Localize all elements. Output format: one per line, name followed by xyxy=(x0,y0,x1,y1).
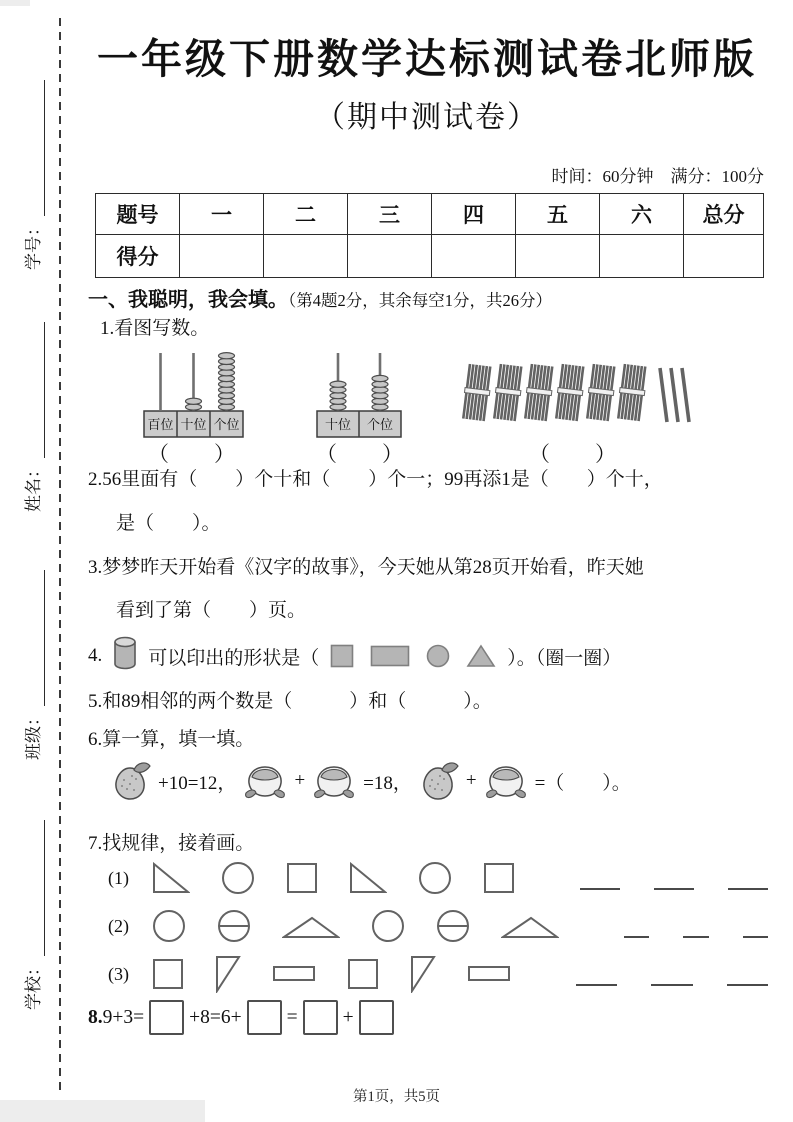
question-2-line-1: 2.56里面有（ ）个十和（ ）个一；99再添1是（ ）个十， xyxy=(88,469,663,490)
q6-equation-part: =18， xyxy=(363,772,412,794)
pattern-answer-blank xyxy=(728,887,768,890)
circle-shape xyxy=(152,909,186,943)
q6-equation-part: +10=12， xyxy=(158,772,237,794)
tri-right-shape xyxy=(349,862,387,894)
page-subtitle: （期中测试卷） xyxy=(315,101,539,134)
score-cell-empty xyxy=(264,235,348,278)
score-table-header-row xyxy=(96,194,764,235)
school-label: 学校： xyxy=(24,959,43,1010)
question-6-equation xyxy=(110,758,631,804)
question-7-pattern-rows xyxy=(108,858,768,1002)
abacus-tens-ones xyxy=(316,351,402,444)
score-cell-empty xyxy=(516,235,600,278)
score-cell-empty xyxy=(600,235,684,278)
header-cell: 总分 xyxy=(684,194,764,235)
q8-part: = xyxy=(286,1006,298,1028)
name-field xyxy=(21,322,45,512)
svg-text:个位: 个位 xyxy=(213,417,240,432)
square-shape xyxy=(347,958,379,990)
fold-dashed-line xyxy=(59,18,61,1090)
header-cell: 三 xyxy=(348,194,432,235)
score-table-score-row xyxy=(96,235,764,278)
question-5-text: 5.和89相邻的两个数是（ ）和（ ）。 xyxy=(88,691,492,712)
question-6-label: 6.算一算，填一填。 xyxy=(88,729,255,750)
page-number: 第1页，共5页 xyxy=(353,1089,440,1105)
q8-part: + xyxy=(342,1006,354,1028)
q6-equation-part: + xyxy=(465,770,477,791)
question-8-row xyxy=(88,1000,399,1035)
tri-wide-shape xyxy=(501,913,559,939)
q8-answer-box xyxy=(149,1000,184,1035)
q6-equation-part: + xyxy=(294,770,306,791)
student-id-blank-line xyxy=(26,80,45,216)
header-cell: 二 xyxy=(264,194,348,235)
pattern-row-2 xyxy=(108,906,768,946)
school-field xyxy=(21,820,45,1010)
circle-shape xyxy=(418,861,452,895)
pattern-row-number: (3) xyxy=(108,963,129,984)
header-cell: 四 xyxy=(432,194,516,235)
rectangle-shape-option xyxy=(370,645,410,667)
question-4-row xyxy=(88,636,621,676)
q1-answer-blank-1: （ ） xyxy=(148,442,236,466)
abacus-hundreds-tens-ones xyxy=(143,351,244,444)
question-4-suffix: ）。（圈一圈） xyxy=(507,647,622,669)
pattern-answer-blank xyxy=(651,983,692,986)
score-table xyxy=(95,193,764,278)
svg-text:百位: 百位 xyxy=(147,417,174,432)
section-one-note: （第4题2分，其余每空1分，共26分） xyxy=(288,291,552,310)
q8-part: 9+3= xyxy=(102,1006,145,1028)
svg-text:个位: 个位 xyxy=(366,417,394,432)
header-cell: 六 xyxy=(600,194,684,235)
peach-icon xyxy=(311,760,357,802)
score-cell-empty xyxy=(180,235,264,278)
circle-line-shape xyxy=(436,909,470,943)
pattern-row-number: (2) xyxy=(108,915,129,936)
q8-part: +8=6+ xyxy=(189,1006,242,1028)
question-8-number: 8. xyxy=(88,1006,103,1028)
pattern-row-1 xyxy=(108,858,768,898)
tri-top-shape xyxy=(215,955,241,993)
page-title: 一年级下册数学达标测试卷北师版 xyxy=(97,36,757,82)
name-blank-line xyxy=(26,322,45,458)
peach-icon xyxy=(242,760,288,802)
tri-top-shape xyxy=(410,955,436,993)
circle-line-shape xyxy=(217,909,251,943)
time-score-info: 时间：60分钟 满分：100分 xyxy=(551,167,764,186)
q8-answer-box xyxy=(359,1000,394,1035)
pattern-answer-blank xyxy=(580,887,620,890)
q8-answer-box xyxy=(303,1000,338,1035)
pattern-answer-blank xyxy=(727,983,768,986)
score-cell-empty xyxy=(684,235,764,278)
pattern-answer-blank xyxy=(683,935,708,938)
class-field xyxy=(21,570,45,760)
section-one-title: 一、我聪明，我会填。 xyxy=(88,289,288,311)
svg-text:十位: 十位 xyxy=(324,417,352,432)
header-cell: 五 xyxy=(516,194,600,235)
header-cell: 题号 xyxy=(96,194,180,235)
class-label: 班级： xyxy=(24,709,43,760)
pattern-answer-blank xyxy=(624,935,649,938)
rect-flat-shape xyxy=(272,965,316,983)
question-2-line-2: 是（ ）。 xyxy=(116,513,221,534)
student-id-label: 学号： xyxy=(24,219,43,270)
circle-shape-option xyxy=(426,644,450,668)
question-3-line-1: 3.梦梦昨天开始看《汉字的故事》，今天她从第28页开始看，昨天她 xyxy=(88,557,644,578)
section-one-heading xyxy=(88,283,552,312)
circle-shape xyxy=(221,861,255,895)
score-row-label: 得分 xyxy=(96,235,180,278)
pear-icon xyxy=(110,760,152,802)
pear-icon xyxy=(418,760,460,802)
circle-shape xyxy=(371,909,405,943)
score-cell-empty xyxy=(432,235,516,278)
peach-icon xyxy=(483,760,529,802)
score-cell-empty xyxy=(348,235,432,278)
pattern-answer-blank xyxy=(654,887,694,890)
header-cell: 一 xyxy=(180,194,264,235)
school-blank-line xyxy=(26,820,45,956)
svg-text:十位: 十位 xyxy=(180,417,207,432)
square-shape xyxy=(286,862,318,894)
pattern-row-number: (1) xyxy=(108,867,129,888)
pattern-row-3 xyxy=(108,954,768,994)
name-label: 姓名： xyxy=(24,461,43,512)
square-shape-option xyxy=(330,644,354,668)
rect-flat-shape xyxy=(467,965,511,983)
square-shape xyxy=(483,862,515,894)
q1-answer-blank-3: （ ） xyxy=(529,442,617,466)
class-blank-line xyxy=(26,570,45,706)
q4-shape-options xyxy=(330,644,496,668)
student-id-field xyxy=(21,80,45,270)
pattern-answer-blank xyxy=(576,983,617,986)
tri-right-shape xyxy=(152,862,190,894)
q8-answer-box xyxy=(247,1000,282,1035)
triangle-shape-option xyxy=(466,644,496,668)
question-1-label: 1.看图写数。 xyxy=(100,318,210,339)
square-shape xyxy=(152,958,184,990)
stick-bundles-figure xyxy=(462,352,694,439)
q6-equation-part: =（ ）。 xyxy=(534,772,631,794)
scan-artifact xyxy=(0,0,30,6)
pattern-answer-blank xyxy=(743,935,768,938)
tri-wide-shape xyxy=(282,913,340,939)
question-7-label: 7.找规律，接着画。 xyxy=(88,833,255,854)
q1-answer-blank-2: （ ） xyxy=(316,442,404,466)
question-4-text: 可以印出的形状是（ xyxy=(148,647,320,669)
question-3-line-2: 看到了第（ ）页。 xyxy=(116,600,307,621)
cylinder-icon xyxy=(113,635,137,677)
question-4-number: 4. xyxy=(88,645,103,666)
